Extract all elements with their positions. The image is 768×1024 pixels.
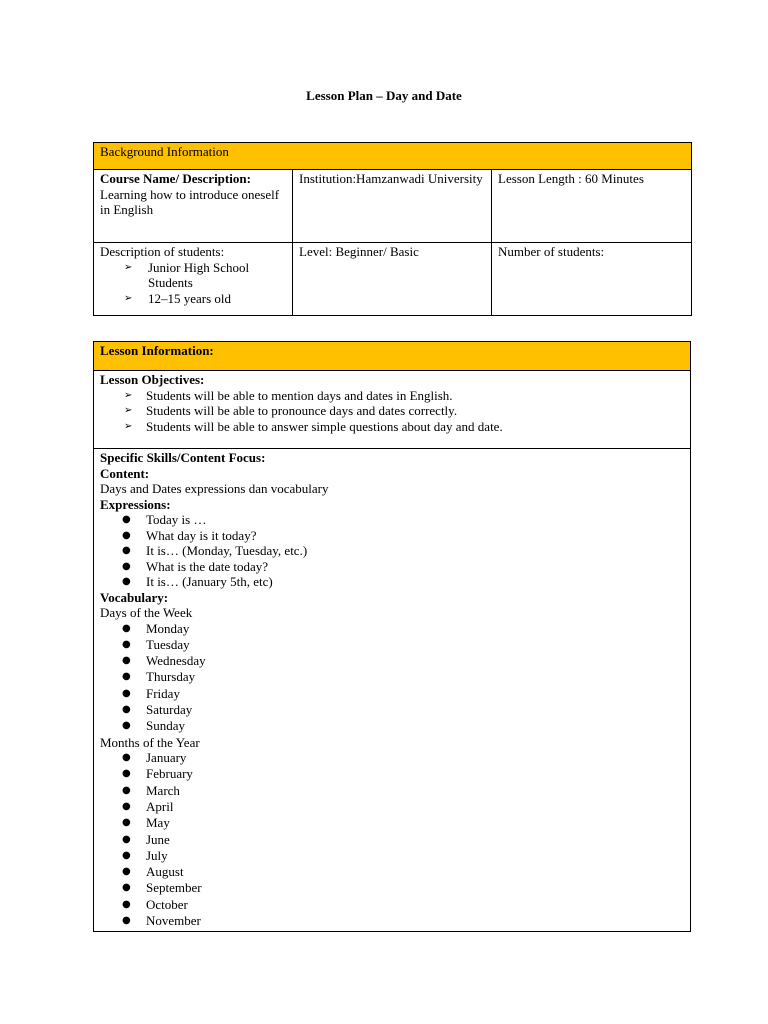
content-text: Days and Dates expressions dan vocabulary <box>100 481 329 496</box>
list-item: ● Wednesday <box>122 653 206 669</box>
list-item: ● January <box>122 750 187 766</box>
list-item: ● What is the date today? <box>122 558 269 574</box>
list-item: ● September <box>122 880 202 896</box>
students-label: Description of students: <box>100 244 225 259</box>
students-cell <box>94 243 293 316</box>
list-item: ➢ 12–15 years old <box>124 290 232 306</box>
list-item: ● June <box>122 831 170 847</box>
bullet-icon: ● <box>122 720 131 732</box>
days-label: Days of the Week <box>100 605 193 620</box>
lesson-information-table <box>93 341 691 932</box>
bullet-icon: ● <box>122 545 131 556</box>
arrow-bullet-icon: ➢ <box>124 261 133 273</box>
list-item: ● April <box>122 798 174 814</box>
bullet-icon: ● <box>122 576 131 587</box>
list-item: ● February <box>122 766 193 782</box>
bullet-icon: ● <box>122 687 131 699</box>
arrow-bullet-icon: ➢ <box>124 389 133 401</box>
bullet-icon: ● <box>122 915 131 927</box>
bullet-icon: ● <box>122 898 131 910</box>
skills-cell <box>94 449 691 932</box>
bullet-icon: ● <box>122 655 131 667</box>
bullet-icon: ● <box>122 529 131 541</box>
bullet-icon: ● <box>122 768 131 780</box>
list-item: ● August <box>122 864 184 880</box>
list-item: ➢ Students will be able to answer simple questions about day and date. <box>124 418 503 434</box>
list-item: ● November <box>122 913 201 929</box>
list-item: ● Monday <box>122 620 190 636</box>
skills-label: Specific Skills/Content Focus: <box>100 450 266 465</box>
bullet-icon: ● <box>122 800 131 812</box>
arrow-bullet-icon: ➢ <box>124 292 133 304</box>
bullet-icon: ● <box>122 817 131 829</box>
months-list <box>100 750 684 929</box>
list-item: ➢ Students will be able to mention days and dates in English. <box>124 387 453 403</box>
list-item: ● Today is … <box>122 512 207 527</box>
bullet-icon: ● <box>122 882 131 894</box>
lesson-length-cell: Lesson Length : 60 Minutes <box>492 170 692 243</box>
course-description: Learning how to introduce oneself in English <box>100 186 280 217</box>
bullet-icon: ● <box>122 833 131 845</box>
bullet-icon: ● <box>122 560 131 572</box>
list-item: ➢ Students will be able to pronounce days and dates correctly. <box>124 403 458 418</box>
bullet-icon: ● <box>122 671 131 683</box>
bullet-icon: ● <box>122 849 131 861</box>
arrow-bullet-icon: ➢ <box>124 420 133 432</box>
list-item: ● It is… (January 5th, etc) <box>122 574 273 589</box>
arrow-bullet-icon: ➢ <box>124 405 133 416</box>
course-label: Course Name/ Description: <box>100 171 251 186</box>
list-item: ● Friday <box>122 685 180 701</box>
institution-cell: Institution:Hamzanwadi University <box>293 170 492 243</box>
page-title: Lesson Plan – Day and Date <box>306 88 462 103</box>
bullet-icon: ● <box>122 622 131 634</box>
list-item: ● October <box>122 896 188 912</box>
expressions-label: Expressions: <box>100 496 171 512</box>
list-item: ● May <box>122 815 170 831</box>
list-item: ● Sunday <box>122 718 185 734</box>
lesson-header: Lesson Information: <box>94 342 691 371</box>
list-item: ● March <box>122 782 180 798</box>
background-information-table <box>93 142 692 316</box>
list-item: ● Thursday <box>122 669 196 685</box>
students-list <box>100 260 286 307</box>
list-item: ● It is… (Monday, Tuesday, etc.) <box>122 543 308 558</box>
vocabulary-label: Vocabulary: <box>100 589 169 605</box>
background-header: Background Information <box>94 143 692 170</box>
bullet-icon: ● <box>122 752 131 764</box>
objectives-label: Lesson Objectives: <box>100 372 205 387</box>
bullet-icon: ● <box>122 514 131 525</box>
expressions-list <box>100 512 684 590</box>
bullet-icon: ● <box>122 784 131 796</box>
number-of-students-cell: Number of students: <box>492 243 692 316</box>
level-cell: Level: Beginner/ Basic <box>293 243 492 316</box>
months-label: Months of the Year <box>100 734 200 750</box>
list-item: ➢ Junior High School Students <box>124 259 250 290</box>
objectives-cell <box>94 371 691 449</box>
list-item: ● What day is it today? <box>122 527 257 543</box>
list-item: ● Saturday <box>122 701 193 717</box>
bullet-icon: ● <box>122 638 131 650</box>
bullet-icon: ● <box>122 703 131 715</box>
course-cell <box>94 170 293 243</box>
content-label: Content: <box>100 465 150 481</box>
objectives-list <box>100 388 684 435</box>
bullet-icon: ● <box>122 866 131 878</box>
days-list <box>100 621 684 735</box>
list-item: ● Tuesday <box>122 636 190 652</box>
list-item: ● July <box>122 847 168 863</box>
